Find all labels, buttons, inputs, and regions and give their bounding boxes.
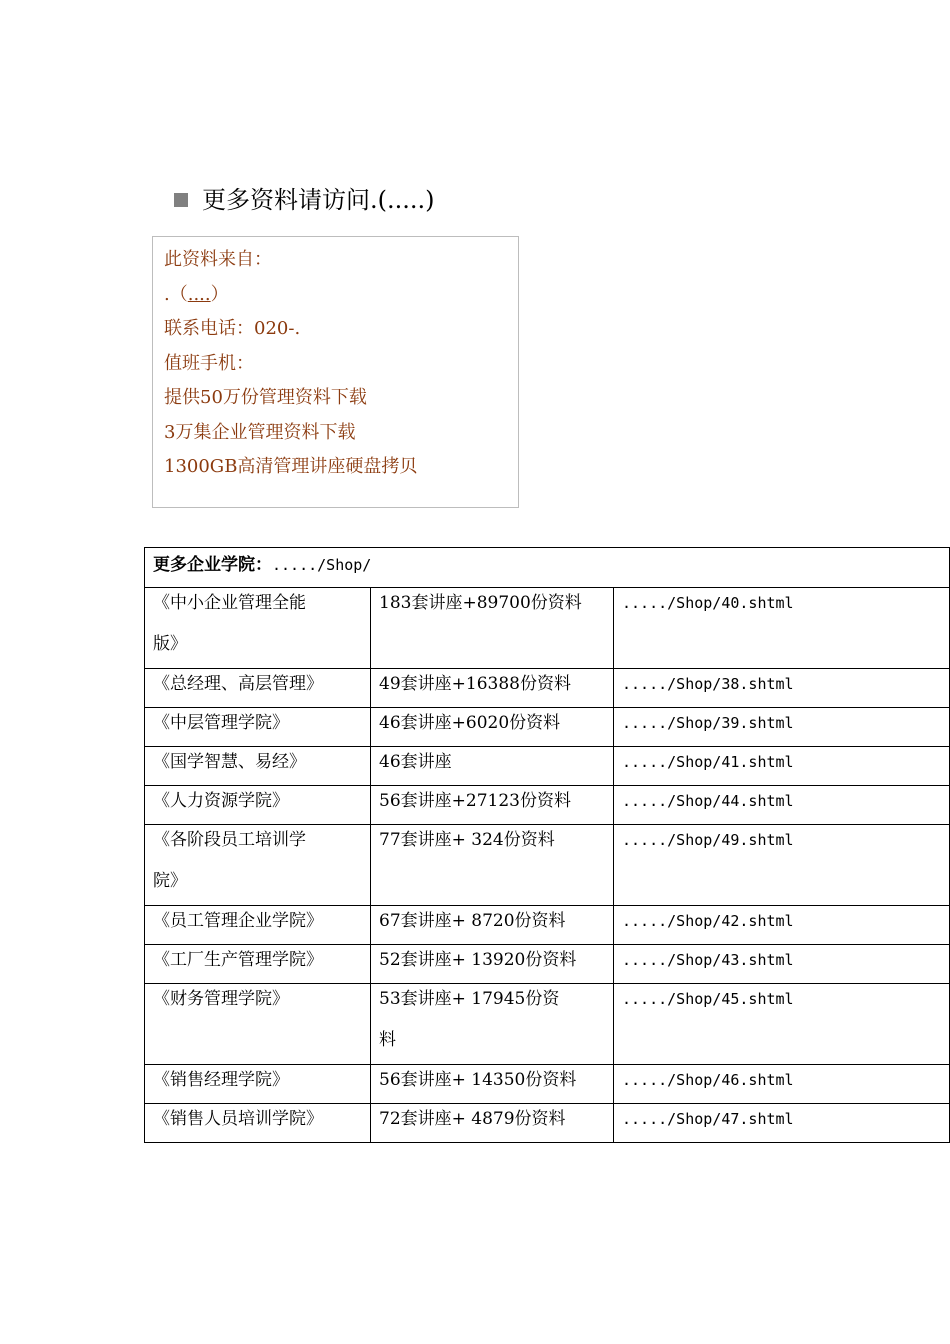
academy-desc-cell-text: 56套讲座+ 14350份资料	[379, 1070, 577, 1090]
academy-name-cell	[145, 945, 371, 984]
table-row	[145, 786, 950, 825]
academy-name-cell-text: 《销售经理学院》	[153, 1070, 289, 1090]
offer-line-3: 1300GB高清管理讲座硬盘拷贝	[164, 456, 418, 477]
academy-desc-cell	[371, 1104, 614, 1143]
academy-desc-cell	[371, 945, 614, 984]
academy-name-cell-text: 《国学智慧、易经》	[153, 752, 306, 772]
academy-desc-cell-text: 183套讲座+89700份资料	[379, 593, 582, 613]
table-row	[145, 984, 950, 1065]
academy-table	[144, 547, 950, 1143]
page-heading	[174, 184, 435, 216]
academy-name-cell-text: 《工厂生产管理学院》	[153, 950, 323, 970]
academy-name-cell-text: 《中小企业管理全能	[153, 593, 306, 613]
academy-name-cell-text: 《销售人员培训学院》	[153, 1109, 323, 1129]
academy-desc-cell-text: 67套讲座+ 8720份资料	[379, 911, 566, 931]
academy-url-cell-text: ...../Shop/44.shtml	[622, 792, 794, 810]
academy-url-cell[interactable]	[614, 984, 950, 1065]
header-label: 更多企业学院：	[153, 555, 272, 575]
academy-desc-cell-text: 52套讲座+ 13920份资料	[379, 950, 577, 970]
table-row	[145, 708, 950, 747]
table-row	[145, 669, 950, 708]
academy-desc-cell	[371, 747, 614, 786]
table-row	[145, 588, 950, 669]
table-row	[145, 1065, 950, 1104]
academy-desc-cell-text: 56套讲座+27123份资料	[379, 791, 571, 811]
table-row	[145, 825, 950, 906]
academy-name-cell	[145, 588, 371, 669]
academy-desc-cell-text: 49套讲座+16388份资料	[379, 674, 571, 694]
academy-name-cell-text: 《员工管理企业学院》	[153, 911, 323, 931]
academy-desc-cell	[371, 588, 614, 669]
academy-name-cell-text-cont: 院》	[153, 871, 187, 891]
offer-line-2: 3万集企业管理资料下载	[164, 421, 356, 443]
table-row	[145, 906, 950, 945]
academy-url-cell[interactable]	[614, 669, 950, 708]
academy-desc-cell	[371, 825, 614, 906]
academy-url-cell-text: ...../Shop/49.shtml	[622, 831, 794, 849]
academy-url-cell[interactable]	[614, 906, 950, 945]
academy-name-cell-text: 《财务管理学院》	[153, 989, 289, 1009]
source-label: 此资料来自：	[164, 249, 272, 270]
source-prefix: .（	[164, 283, 188, 305]
academy-name-cell	[145, 906, 371, 945]
academy-desc-cell-text: 53套讲座+ 17945份资	[379, 989, 560, 1009]
academy-desc-cell-text-cont: 料	[379, 1030, 396, 1050]
academy-url-cell[interactable]	[614, 1104, 950, 1143]
academy-url-cell-text: ...../Shop/43.shtml	[622, 951, 794, 969]
academy-desc-cell	[371, 1065, 614, 1104]
source-link-line	[164, 278, 518, 313]
academy-desc-cell-text: 77套讲座+ 324份资料	[379, 830, 555, 850]
academy-url-cell[interactable]	[614, 708, 950, 747]
source-info-box	[152, 236, 519, 508]
academy-url-cell-text: ...../Shop/42.shtml	[622, 912, 794, 930]
academy-name-cell	[145, 669, 371, 708]
academy-url-cell-text: ...../Shop/41.shtml	[622, 753, 794, 771]
academy-name-cell	[145, 825, 371, 906]
academy-url-cell-text: ...../Shop/47.shtml	[622, 1110, 794, 1128]
table-header-row	[145, 548, 950, 588]
heading-text: 更多资料请访问.(.....)	[202, 186, 435, 214]
academy-name-cell-text-cont: 版》	[153, 634, 187, 654]
academy-name-cell-text: 《人力资源学院》	[153, 791, 289, 811]
academy-name-cell	[145, 984, 371, 1065]
contact-phone: 联系电话：020-.	[164, 318, 301, 339]
academy-name-cell-text: 《总经理、高层管理》	[153, 674, 323, 694]
table-row	[145, 1104, 950, 1143]
header-url[interactable]: ...../Shop/	[272, 556, 372, 574]
academy-url-cell-text: ...../Shop/40.shtml	[622, 594, 794, 612]
academy-url-cell-text: ...../Shop/46.shtml	[622, 1071, 794, 1089]
academy-desc-cell-text: 46套讲座+6020份资料	[379, 713, 561, 733]
academy-desc-cell	[371, 984, 614, 1065]
academy-name-cell	[145, 747, 371, 786]
table-header-cell	[145, 548, 950, 588]
academy-desc-cell	[371, 708, 614, 747]
academy-name-cell-text: 《中层管理学院》	[153, 713, 289, 733]
table-row	[145, 747, 950, 786]
square-bullet-icon	[174, 193, 188, 207]
academy-url-cell-text: ...../Shop/38.shtml	[622, 675, 794, 693]
academy-desc-cell	[371, 669, 614, 708]
academy-name-cell	[145, 786, 371, 825]
source-link[interactable]: ....	[187, 283, 211, 305]
academy-name-cell-text: 《各阶段员工培训学	[153, 830, 306, 850]
duty-mobile: 值班手机：	[164, 352, 254, 374]
academy-name-cell	[145, 708, 371, 747]
table-row	[145, 945, 950, 984]
academy-url-cell-text: ...../Shop/45.shtml	[622, 990, 794, 1008]
academy-desc-cell	[371, 786, 614, 825]
academy-url-cell[interactable]	[614, 945, 950, 984]
offer-line-1: 提供50万份管理资料下载	[164, 387, 367, 408]
source-suffix: ）	[210, 283, 229, 305]
academy-name-cell	[145, 1065, 371, 1104]
academy-url-cell[interactable]	[614, 747, 950, 786]
academy-desc-cell-text: 46套讲座	[379, 752, 452, 772]
academy-url-cell-text: ...../Shop/39.shtml	[622, 714, 794, 732]
academy-desc-cell	[371, 906, 614, 945]
academy-url-cell[interactable]	[614, 1065, 950, 1104]
academy-url-cell[interactable]	[614, 786, 950, 825]
academy-name-cell	[145, 1104, 371, 1143]
academy-url-cell[interactable]	[614, 588, 950, 669]
academy-url-cell[interactable]	[614, 825, 950, 906]
academy-desc-cell-text: 72套讲座+ 4879份资料	[379, 1109, 566, 1129]
